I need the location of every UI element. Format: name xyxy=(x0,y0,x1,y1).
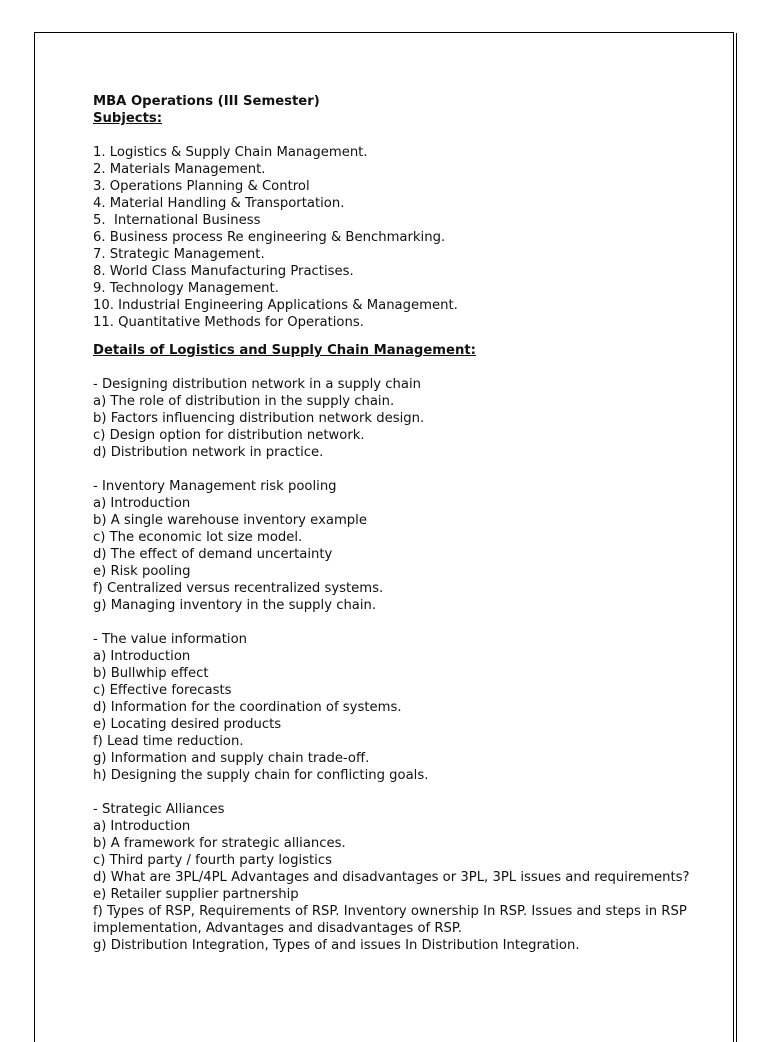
subject-item: 8. World Class Manufacturing Practises. xyxy=(93,264,354,279)
list-item: g) Managing inventory in the supply chain. xyxy=(93,598,377,613)
subjects-label: Subjects: xyxy=(93,111,163,126)
subject-item: 7. Strategic Management. xyxy=(93,247,265,262)
subject-item: 1. Logistics & Supply Chain Management. xyxy=(93,145,368,160)
section-heading: - The value information xyxy=(93,632,247,647)
document-title: MBA Operations (III Semester) xyxy=(93,94,320,109)
document-content xyxy=(93,93,713,954)
list-item: c) The economic lot size model. xyxy=(93,530,303,545)
subject-item: 10. Industrial Engineering Applications & Management. xyxy=(93,298,458,313)
list-item: f) Lead time reduction. xyxy=(93,734,244,749)
list-item: b) A framework for strategic alliances. xyxy=(93,836,346,851)
section-heading: - Designing distribution network in a supply chain xyxy=(93,377,421,392)
list-item: d) The effect of demand uncertainty xyxy=(93,547,333,562)
list-item: a) The role of distribution in the supply chain. xyxy=(93,394,395,409)
subject-item: 5. International Business xyxy=(93,213,261,228)
section-items xyxy=(93,393,713,461)
list-item: f) Types of RSP, Requirements of RSP. Inventory ownership In RSP. Issues and steps in RSP implementation, Advantages and disadvantages of RSP. xyxy=(93,904,691,936)
section-heading: - Inventory Management risk pooling xyxy=(93,479,337,494)
list-item: e) Retailer supplier partnership xyxy=(93,887,299,902)
subject-item: 6. Business process Re engineering & Benchmarking. xyxy=(93,230,446,245)
list-item: e) Risk pooling xyxy=(93,564,191,579)
list-item: g) Distribution Integration, Types of and issues In Distribution Integration. xyxy=(93,938,580,953)
list-item: b) Factors influencing distribution network design. xyxy=(93,411,425,426)
list-item: a) Introduction xyxy=(93,496,191,511)
subject-item: 4. Material Handling & Transportation. xyxy=(93,196,345,211)
list-item: b) Bullwhip effect xyxy=(93,666,209,681)
section-inventory-management xyxy=(93,478,713,614)
list-item: a) Introduction xyxy=(93,649,191,664)
list-item: d) Information for the coordination of systems. xyxy=(93,700,402,715)
subjects-list xyxy=(93,144,713,331)
list-item: d) What are 3PL/4PL Advantages and disadvantages or 3PL, 3PL issues and requirements? xyxy=(93,870,690,885)
section-items xyxy=(93,818,713,954)
list-item: c) Design option for distribution network. xyxy=(93,428,365,443)
document-page xyxy=(34,32,734,1042)
list-item: d) Distribution network in practice. xyxy=(93,445,324,460)
section-heading: - Strategic Alliances xyxy=(93,802,225,817)
list-item: e) Locating desired products xyxy=(93,717,282,732)
list-item: g) Information and supply chain trade-off. xyxy=(93,751,370,766)
section-strategic-alliances xyxy=(93,801,713,954)
list-item: b) A single warehouse inventory example xyxy=(93,513,367,528)
subject-item: 11. Quantitative Methods for Operations. xyxy=(93,315,364,330)
section-items xyxy=(93,495,713,614)
list-item: f) Centralized versus recentralized systems. xyxy=(93,581,384,596)
details-heading: Details of Logistics and Supply Chain Management: xyxy=(93,343,476,358)
list-item: c) Effective forecasts xyxy=(93,683,232,698)
subject-item: 2. Materials Management. xyxy=(93,162,266,177)
list-item: h) Designing the supply chain for conflicting goals. xyxy=(93,768,429,783)
subject-item: 3. Operations Planning & Control xyxy=(93,179,310,194)
subject-item: 9. Technology Management. xyxy=(93,281,279,296)
section-items xyxy=(93,648,713,784)
section-value-information xyxy=(93,631,713,784)
list-item: c) Third party / fourth party logistics xyxy=(93,853,332,868)
section-distribution-network xyxy=(93,376,713,461)
list-item: a) Introduction xyxy=(93,819,191,834)
